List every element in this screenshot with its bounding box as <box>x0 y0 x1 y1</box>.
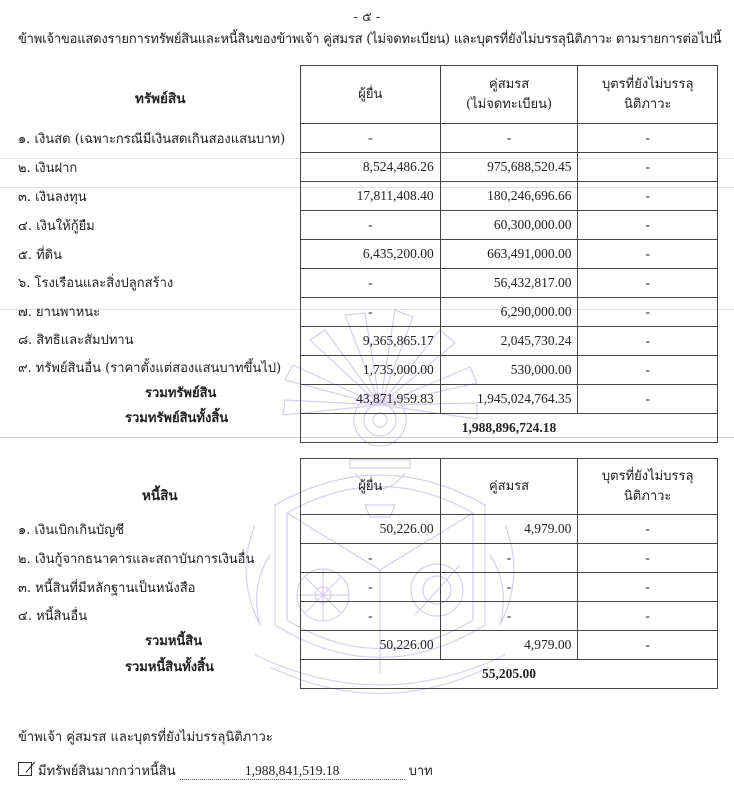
cell-spouse: 180,246,696.66 <box>440 182 578 211</box>
liability-row-label: ๔. หนี้สินอื่น <box>18 609 88 624</box>
subtotal-children: - <box>578 385 718 414</box>
asset-subtotal-label: รวมทรัพย์สิน <box>145 386 217 401</box>
cell-spouse: - <box>440 544 578 573</box>
grand-total-row <box>301 414 718 443</box>
cell-filer: 1,735,000.00 <box>301 356 441 385</box>
cell-spouse: 663,491,000.00 <box>440 240 578 269</box>
col-spouse <box>440 459 578 515</box>
cell-children: - <box>578 298 718 327</box>
col-children <box>578 66 718 124</box>
footer-statement: ข้าพเจ้า คู่สมรส และบุตรที่ยังไม่บรรลุนิติภาวะ <box>18 730 273 745</box>
table-row <box>301 327 718 356</box>
grand-total-row <box>301 660 718 689</box>
liability-row-label: ๑. เงินเบิกเกินบัญชี <box>18 523 125 538</box>
net-amount-value: 1,988,841,519.18 <box>180 763 405 780</box>
cell-children: - <box>578 515 718 544</box>
liabilities-heading: หนี้สิน <box>142 488 178 504</box>
cell-children: - <box>578 544 718 573</box>
table-row <box>301 269 718 298</box>
cell-filer: 6,435,200.00 <box>301 240 441 269</box>
table-row <box>301 240 718 269</box>
page-number: - ๕ - <box>353 10 381 25</box>
cell-filer: - <box>301 211 441 240</box>
cell-spouse: 530,000.00 <box>440 356 578 385</box>
cell-filer: 8,524,486.26 <box>301 153 441 182</box>
col-spouse-label: คู่สมรส <box>488 478 530 494</box>
cell-filer: 9,365,865.17 <box>301 327 441 356</box>
asset-grand-total-label: รวมทรัพย์สินทั้งสิ้น <box>125 411 229 426</box>
asset-row-label: ๘. สิทธิและสัมปทาน <box>18 333 134 348</box>
col-children-label: บุตรที่ยังไม่บรรลุ <box>601 76 694 92</box>
col-spouse-sublabel: (ไม่จดทะเบียน) <box>466 96 553 112</box>
col-filer <box>301 459 441 515</box>
subtotal-children: - <box>578 631 718 660</box>
cell-spouse: 60,300,000.00 <box>440 211 578 240</box>
cell-filer: 17,811,408.40 <box>301 182 441 211</box>
cell-spouse: - <box>440 124 578 153</box>
asset-row-label: ๙. ทรัพย์สินอื่น (ราคาตั้งแต่สองแสนบาทขึ้นไป) <box>18 361 282 376</box>
cell-spouse: - <box>440 602 578 631</box>
col-children <box>578 459 718 515</box>
unit-label: บาท <box>408 764 433 779</box>
table-row <box>301 298 718 327</box>
col-spouse-label: คู่สมรส <box>489 76 530 92</box>
cell-filer: - <box>301 573 441 602</box>
liability-subtotal-label: รวมหนี้สิน <box>145 634 203 649</box>
liability-row-label: ๒. เงินกู้จากธนาคารและสถาบันการเงินอื่น <box>18 552 255 567</box>
intro-text: ข้าพเจ้าขอแสดงรายการทรัพย์สินและหนี้สินของข้าพเจ้า คู่สมรส (ไม่จดทะเบียน) และบุตรที่ยังไม่บรรลุนิติภาวะ ตามรายการต่อไปนี้ <box>18 32 722 47</box>
table-row <box>301 602 718 631</box>
table-row <box>301 182 718 211</box>
table-row <box>301 515 718 544</box>
asset-row-label: ๔. เงินให้กู้ยืม <box>18 219 95 234</box>
cell-filer: 50,226.00 <box>301 515 441 544</box>
col-filer <box>301 66 441 124</box>
net-assets-line <box>18 760 433 781</box>
asset-row-label: ๒. เงินฝาก <box>18 161 78 176</box>
liabilities-table <box>300 458 718 689</box>
table-row <box>301 573 718 602</box>
cell-filer: - <box>301 298 441 327</box>
cell-spouse: - <box>440 573 578 602</box>
cell-children: - <box>578 327 718 356</box>
cell-filer: - <box>301 124 441 153</box>
subtotal-filer: 43,871,959.83 <box>301 385 441 414</box>
liabilities-grand-total-value: 55,205.00 <box>301 660 718 689</box>
table-row <box>301 356 718 385</box>
cell-filer: - <box>301 269 441 298</box>
cell-spouse: 4,979.00 <box>440 515 578 544</box>
asset-row-label: ๑. เงินสด (เฉพาะกรณีมีเงินสดเกินสองแสนบาท) <box>18 132 286 147</box>
col-spouse <box>440 66 578 124</box>
cell-children: - <box>578 211 718 240</box>
cell-spouse: 56,432,817.00 <box>440 269 578 298</box>
cell-filer: - <box>301 602 441 631</box>
asset-row-label: ๗. ยานพาหนะ <box>18 305 101 320</box>
subtotal-spouse: 4,979.00 <box>440 631 578 660</box>
assets-table <box>300 65 718 443</box>
assets-header-row <box>301 66 718 124</box>
cell-spouse: 2,045,730.24 <box>440 327 578 356</box>
table-row <box>301 211 718 240</box>
table-row <box>301 124 718 153</box>
table-row <box>301 153 718 182</box>
assets-grand-total-value: 1,988,896,724.18 <box>301 414 718 443</box>
col-children-label: บุตรที่ยังไม่บรรลุ <box>601 468 694 484</box>
liabilities-header-row <box>301 459 718 515</box>
subtotal-filer: 50,226.00 <box>301 631 441 660</box>
cell-children: - <box>578 602 718 631</box>
col-filer-label: ผู้ยื่น <box>358 86 383 102</box>
col-children-sublabel: นิติภาวะ <box>623 488 672 504</box>
liability-row-label: ๓. หนี้สินที่มีหลักฐานเป็นหนังสือ <box>18 581 196 596</box>
cell-children: - <box>578 124 718 153</box>
cell-spouse: 6,290,000.00 <box>440 298 578 327</box>
cell-children: - <box>578 182 718 211</box>
assets-heading: ทรัพย์สิน <box>135 91 186 107</box>
table-row <box>301 544 718 573</box>
cell-filer: - <box>301 544 441 573</box>
col-filer-label: ผู้ยื่น <box>358 478 383 494</box>
checkbox-label: มีทรัพย์สินมากกว่าหนี้สิน <box>38 764 176 779</box>
cell-spouse: 975,688,520.45 <box>440 153 578 182</box>
subtotal-row <box>301 385 718 414</box>
cell-children: - <box>578 573 718 602</box>
cell-children: - <box>578 240 718 269</box>
cell-children: - <box>578 153 718 182</box>
cell-children: - <box>578 269 718 298</box>
asset-row-label: ๓. เงินลงทุน <box>18 190 87 205</box>
subtotal-row <box>301 631 718 660</box>
asset-row-label: ๖. โรงเรือนและสิ่งปลูกสร้าง <box>18 276 174 291</box>
col-children-sublabel: นิติภาวะ <box>624 96 672 112</box>
liability-grand-total-label: รวมหนี้สินทั้งสิ้น <box>125 660 214 675</box>
checkbox-checked-icon[interactable] <box>18 762 32 776</box>
cell-children: - <box>578 356 718 385</box>
subtotal-spouse: 1,945,024,764.35 <box>440 385 578 414</box>
asset-row-label: ๕. ที่ดิน <box>18 248 63 263</box>
